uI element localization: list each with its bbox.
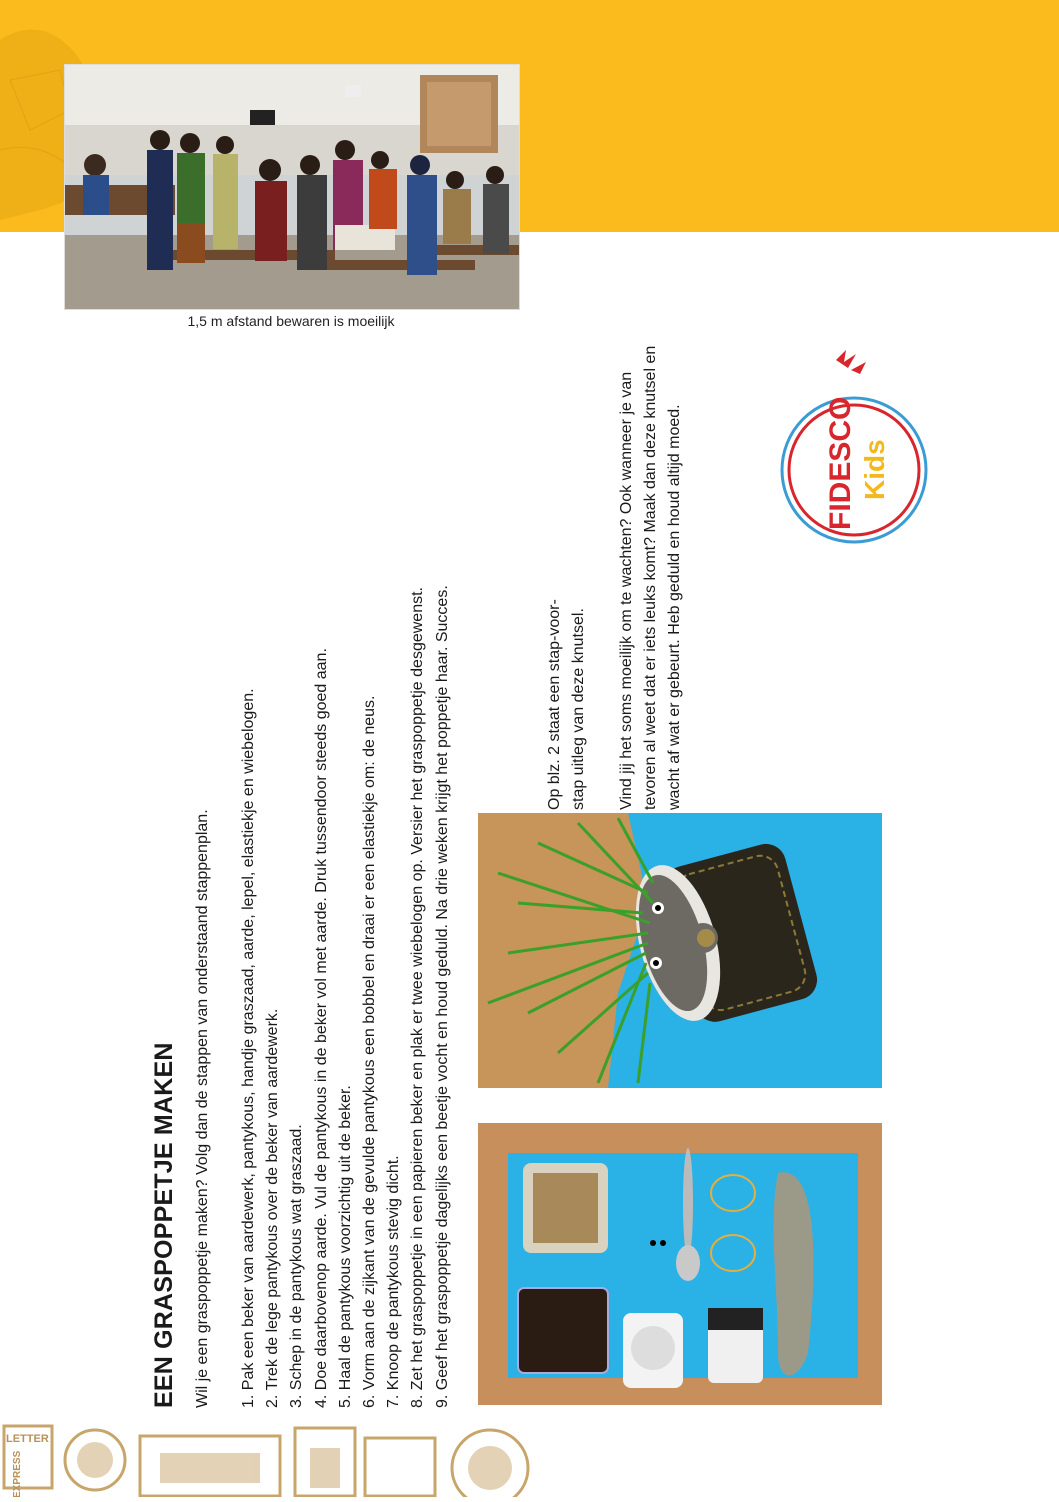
stamp-text-1: LETTER (6, 1433, 49, 1445)
step-item: 6. Vorm aan de zijkant van de gevulde pantykous een bobbel en draai er een elastiekje om: de neus. (361, 695, 379, 1408)
article-intro: Wil je een graspoppetje maken? Volg dan de stappen van onderstaand stappenplan. (194, 809, 211, 1408)
step-item: 3. Schep in de pantykous wat graszaad. (288, 1124, 306, 1408)
step-item: 2. Trek de lege pantykous over de beker van aardewerk. (264, 1008, 282, 1408)
step-item: 9. Geef het graspoppetje dagelijks een beetje vocht en houd geduld. Na drie weken krijgt het poppetje haar. Succes. (433, 585, 451, 1408)
step-item: 7. Knoop de pantykous stevig dicht. (385, 1155, 403, 1408)
photo-caption: 1,5 m afstand bewaren is moeilijk (187, 313, 395, 329)
stamps-decoration (0, 1418, 530, 1497)
materials-photo (478, 1123, 882, 1405)
sidebar-paragraph-2: Vind jij het soms moeilijk om te wachten? Ook wanneer je van tevoren al weet dat er iets leuks komt? Maak dan deze knutsel en wacht af wat er gebeurt. Heb geduld en houd altijd moed. (618, 345, 683, 810)
steps-list (237, 388, 455, 1408)
step-item: 4. Doe daarbovenop aarde. Vul de pantykous in de beker vol met aarde. Druk tussendoor steeds goed aan. (312, 648, 330, 1408)
article-title: EEN GRASPOPPETJE MAKEN (150, 1042, 178, 1408)
sidebar-paragraph-1: Op blz. 2 staat een stap-voor-stap uitleg van deze knutsel. (546, 599, 587, 810)
grass-doll-photo (478, 813, 882, 1088)
logo-word-2: Kids (859, 439, 890, 500)
step-item: 5. Haal de pantykous voorzichtig uit de beker. (336, 1085, 354, 1408)
step-item: 1. Pak een beker van aardewerk, pantykous, handje graszaad, aarde, lepel, elastiekje en wiebelogen. (240, 688, 257, 1408)
logo-word-1: FIDESCO (824, 396, 857, 530)
stamp-text-2: EXPRESS (12, 1450, 23, 1497)
step-item: 8. Zet het graspoppetje in een papieren beker en plak er twee wiebelogen op. Versier het graspoppetje desgewenst. (409, 587, 427, 1408)
fidesco-kids-logo (776, 340, 932, 560)
waiting-room-photo (64, 64, 520, 310)
